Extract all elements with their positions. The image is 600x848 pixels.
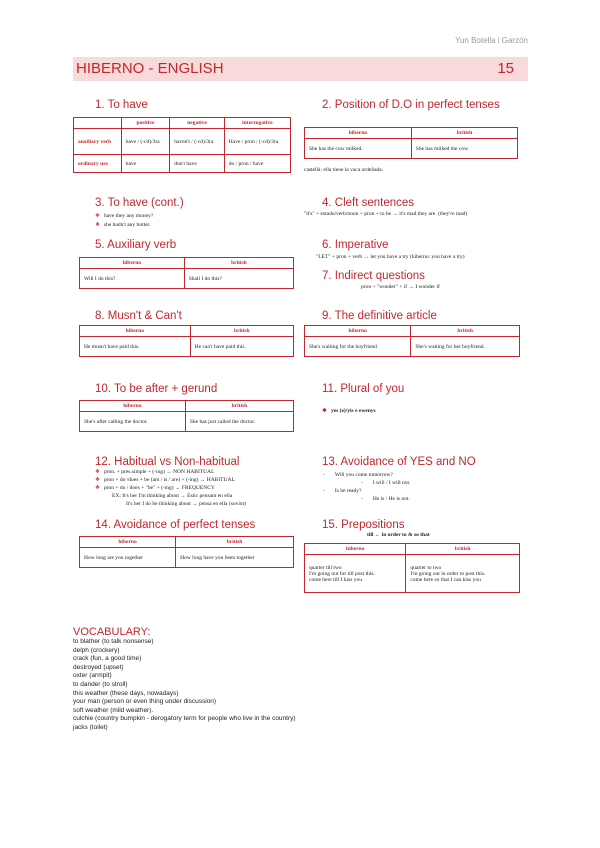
col-header: british: [176, 537, 294, 548]
table-cell: Shall I do this?: [184, 269, 293, 289]
col-header: british: [411, 128, 517, 139]
do-position-table: [304, 127, 518, 159]
list-item: to dander (to stroll): [73, 680, 128, 688]
table-cell: He can't have paid this.: [190, 337, 293, 357]
list-item: - Is he ready?: [323, 488, 362, 494]
section-title-13: 13. Avoidance of YES and NO: [322, 456, 476, 468]
rule-text: "it's" + estado/verb/noun + pron + to be → it's mad they are. (they're mad): [304, 211, 468, 217]
section-title-10: 10. To be after + gerund: [95, 383, 218, 395]
list-item: jacks (toilet): [73, 723, 108, 731]
table-cell: She's waiting for the boyfriend: [305, 337, 411, 357]
list-item: ❖ have they any money?: [95, 213, 154, 219]
diamond-bullet-icon: ❖: [95, 213, 100, 219]
prepositions-table: [304, 543, 520, 593]
be-after-table: [79, 400, 294, 432]
musnt-cant-table: [79, 325, 294, 357]
section-title-5: 5. Auxiliary verb: [95, 239, 177, 251]
list-item: to blather (to talk nonsense): [73, 638, 154, 645]
page-header: [73, 57, 528, 81]
note-text: castellà: ella tiene la vaca ordeñada.: [304, 167, 384, 173]
col-header: hiberno: [80, 326, 191, 337]
col-header: british: [184, 258, 293, 269]
col-header: interrogative: [224, 118, 290, 129]
page-number: 15: [497, 60, 514, 77]
section-title-4: 4. Cleft sentences: [322, 197, 415, 209]
table-cell: have: [121, 155, 170, 173]
list-item: soft weather (mild weather).: [73, 706, 154, 714]
section-title-8: 8. Musn't & Can't: [95, 310, 182, 322]
table-cell: do / pron / have: [224, 155, 290, 173]
example-text: It's her I do be thinking about → pensa en ella (sovint): [126, 501, 246, 507]
col-header: positive: [121, 118, 170, 129]
table-cell: She has just called the doctor.: [185, 412, 293, 432]
col-header: hiberno: [305, 544, 406, 555]
col-header: hiberno: [80, 258, 185, 269]
col-header: [74, 118, 122, 129]
table-cell: quarter till two I'm going out for till post this. come here till I kiss you: [305, 555, 406, 593]
list-item: ❖ pron. + pres.simple + (-ing) → NON HABITUAL: [95, 469, 215, 475]
table-cell: have / (-cd)/3ra: [121, 129, 170, 155]
table-cell: quarter to two I'm going out in order to post this. come here so that I can kiss you: [406, 555, 520, 593]
list-item: - I will / I will not.: [361, 480, 411, 486]
section-title-15: 15. Prepositions: [322, 519, 405, 531]
perfect-tenses-table: [79, 536, 294, 568]
diamond-bullet-icon: ❖: [322, 408, 327, 414]
author-name: Yun Botella i Garzón: [455, 36, 528, 45]
list-item: delph (crockery): [73, 646, 120, 654]
to-have-table: [73, 117, 291, 173]
diamond-bullet-icon: ❖: [95, 222, 100, 228]
row-header: ordinary use: [74, 155, 122, 173]
col-header: british: [190, 326, 293, 337]
list-item: - He is / He is not.: [361, 496, 410, 502]
table-cell: He musn't have paid this.: [80, 337, 191, 357]
col-header: british: [411, 326, 520, 337]
col-header: british: [406, 544, 520, 555]
section-title-1: 1. To have: [95, 99, 148, 111]
list-item: ❖ pron + do /does + be (am / is / are) + (-ing) → HABITUAL: [95, 477, 235, 483]
section-title-14: 14. Avoidance of perfect tenses: [95, 519, 256, 531]
table-cell: She's waiting for her boyfriend.: [411, 337, 520, 357]
col-header: hiberno: [80, 401, 186, 412]
section-title-7: 7. Indirect questions: [322, 270, 425, 282]
rule-text: "LET" + pron + verb → let you have a try (hiberno: you have a try): [316, 254, 465, 260]
col-header: negative: [170, 118, 225, 129]
vocabulary-list: [73, 638, 296, 733]
table-cell: Have / pron / (-cd)/3ra: [224, 129, 290, 155]
diamond-bullet-icon: ❖: [95, 485, 100, 491]
list-item: destroyed (upset): [73, 663, 124, 671]
list-item: your man (person or even thing under discussion): [73, 698, 217, 706]
table-cell: How long have you been together: [176, 548, 294, 568]
list-item: oxter (armpit): [73, 672, 112, 680]
table-cell: How long are you together: [80, 548, 176, 568]
aux-verb-table: [79, 257, 294, 289]
row-header: auxiliary verb: [74, 129, 122, 155]
section-title-2: 2. Position of D.O in perfect tenses: [322, 99, 500, 111]
example-text: EX: It's her I'm thinking about → Estic pensant en ella: [112, 493, 233, 499]
col-header: hiberno: [80, 537, 176, 548]
list-item: ❖ pron + do / does + "be" + (-ing) → FREQUENCY: [95, 485, 215, 491]
list-item: culchie (country bumpkin - derogatory term for people who live in the country): [73, 715, 296, 723]
diamond-bullet-icon: ❖: [95, 477, 100, 483]
table-cell: She has the cow milked.: [305, 139, 412, 159]
col-header: british: [185, 401, 293, 412]
section-title-12: 12. Habitual vs Non-habitual: [95, 456, 240, 468]
list-item: crack (fun, a good time): [73, 655, 142, 663]
list-item: ❖ yes (e)/yis e ewenys: [322, 408, 376, 414]
list-item: ❖ she hadn't any butter.: [95, 222, 151, 228]
table-cell: Will I do this?: [80, 269, 185, 289]
section-title-9: 9. The definitive article: [322, 310, 437, 322]
list-item: - Will you come tomorrow?: [323, 472, 393, 478]
article-table: [304, 325, 520, 357]
list-item: this weather (these days, nowadays): [73, 689, 179, 697]
section-title-6: 6. Imperative: [322, 239, 389, 251]
section-title-11: 11. Plural of you: [322, 383, 405, 395]
table-cell: don't have: [170, 155, 225, 173]
note-text: till ← in order to & so that: [367, 532, 430, 538]
table-cell: haven't / (-cd)/3ra: [170, 129, 225, 155]
page-title: HIBERNO - ENGLISH: [76, 60, 224, 77]
table-cell: She has milked the cow.: [411, 139, 517, 159]
rule-text: pron + "wonder" + if → I wonder if: [361, 284, 440, 290]
col-header: hiberno: [305, 326, 411, 337]
vocabulary-title: VOCABULARY:: [73, 626, 151, 638]
diamond-bullet-icon: ❖: [95, 469, 100, 475]
table-cell: She's after calling the doctor.: [80, 412, 186, 432]
section-title-3: 3. To have (cont.): [95, 197, 184, 209]
col-header: hiberno: [305, 128, 412, 139]
